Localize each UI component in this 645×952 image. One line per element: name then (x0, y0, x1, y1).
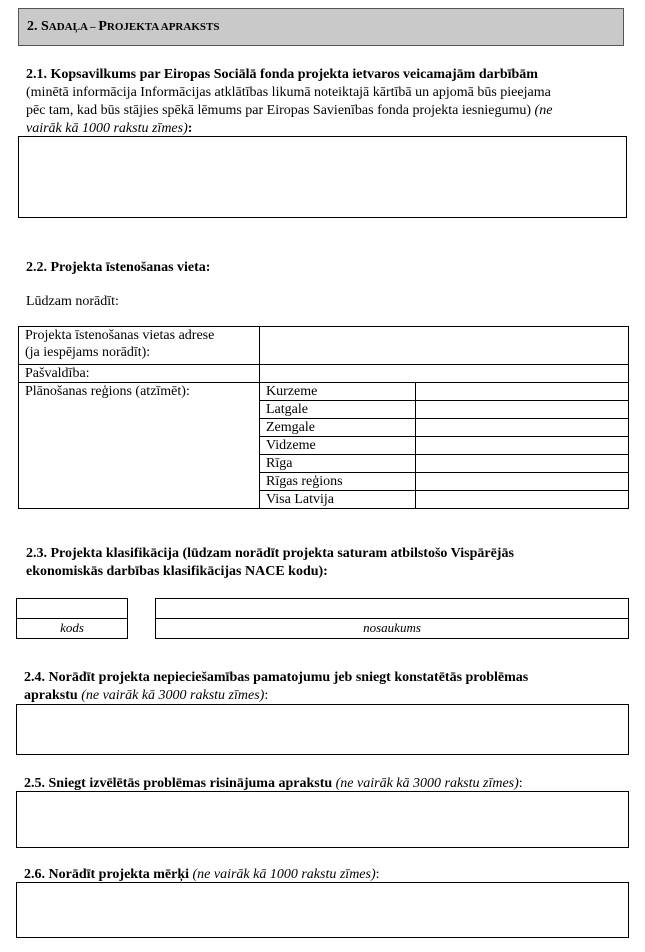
region-label: Plānošanas reģions (atzīmēt): (19, 383, 260, 509)
nace-code-input[interactable] (16, 598, 128, 619)
address-label-1: Projekta īstenošanas vietas adrese (25, 328, 215, 343)
nace-name-label: nosaukums (155, 618, 629, 639)
q23-heading: 2.3. Projekta klasifikācija (lūdzam norādīt projekta saturam atbilstošo Vispārējās ekonomiskās darbības klasifikācijas NACE kodu): (26, 546, 514, 579)
section-header (18, 8, 624, 46)
region-check-vidzeme[interactable] (416, 437, 629, 455)
region-vidzeme: Vidzeme (260, 437, 416, 455)
region-zemgale: Zemgale (260, 419, 416, 437)
q21-text (26, 66, 620, 138)
q21-input-box[interactable] (18, 136, 627, 218)
q25-heading: 2.5. Sniegt izvēlētās problēmas risinājuma aprakstu (ne vairāk kā 3000 rakstu zīmes): (24, 776, 523, 791)
municipality-label: Pašvaldība: (19, 365, 260, 383)
region-check-riga[interactable] (416, 455, 629, 473)
region-visa-latvija: Visa Latvija (260, 491, 416, 509)
nace-name-input[interactable] (155, 598, 629, 619)
q26-heading: 2.6. Norādīt projekta mērķi (ne vairāk kā 1000 rakstu zīmes): (24, 867, 380, 882)
q21-line3: pēc tam, kad būs stājies spēkā lēmums par Eiropas Savienības fonda projekta iesniegumu) (ne (26, 103, 553, 118)
q24-input-box[interactable] (16, 704, 629, 755)
region-check-zemgale[interactable] (416, 419, 629, 437)
region-riga: Rīga (260, 455, 416, 473)
address-label-2: (ja iespējams norādīt): (25, 345, 151, 360)
q22-instruction: Lūdzam norādīt: (26, 294, 119, 309)
region-check-kurzeme[interactable] (416, 383, 629, 401)
region-rigas-regions: Rīgas reģions (260, 473, 416, 491)
q25-input-box[interactable] (16, 791, 629, 848)
section-title (27, 19, 219, 35)
nace-code-label: kods (16, 618, 128, 639)
address-input-cell[interactable] (260, 327, 629, 365)
q21-heading: 2.1. Kopsavilkums par Eiropas Sociālā fonda projekta ietvaros veicamajām darbībām (26, 67, 538, 82)
section-title-text: SADAĻA – PROJEKTA APRAKSTS (41, 19, 220, 34)
q21-line4: vairāk kā 1000 rakstu zīmes): (26, 121, 193, 136)
q26-input-box[interactable] (16, 882, 629, 938)
region-check-visa-latvija[interactable] (416, 491, 629, 509)
region-latgale: Latgale (260, 401, 416, 419)
municipality-input-cell[interactable] (260, 365, 629, 383)
q21-line2: (minētā informācija Informācijas atklātības likumā noteiktajā kārtībā un apjomā būs pieejama (26, 85, 551, 100)
region-check-latgale[interactable] (416, 401, 629, 419)
q24-heading: 2.4. Norādīt projekta nepieciešamības pamatojumu jeb sniegt konstatētās problēmas aprakstu (ne vairāk kā 3000 rakstu zīmes): (24, 670, 529, 703)
region-check-rigas-regions[interactable] (416, 473, 629, 491)
section-number: 2. (27, 19, 38, 34)
location-table (18, 326, 629, 509)
region-kurzeme: Kurzeme (260, 383, 416, 401)
q22-heading: 2.2. Projekta īstenošanas vieta: (26, 260, 211, 275)
address-label-cell (19, 327, 260, 365)
